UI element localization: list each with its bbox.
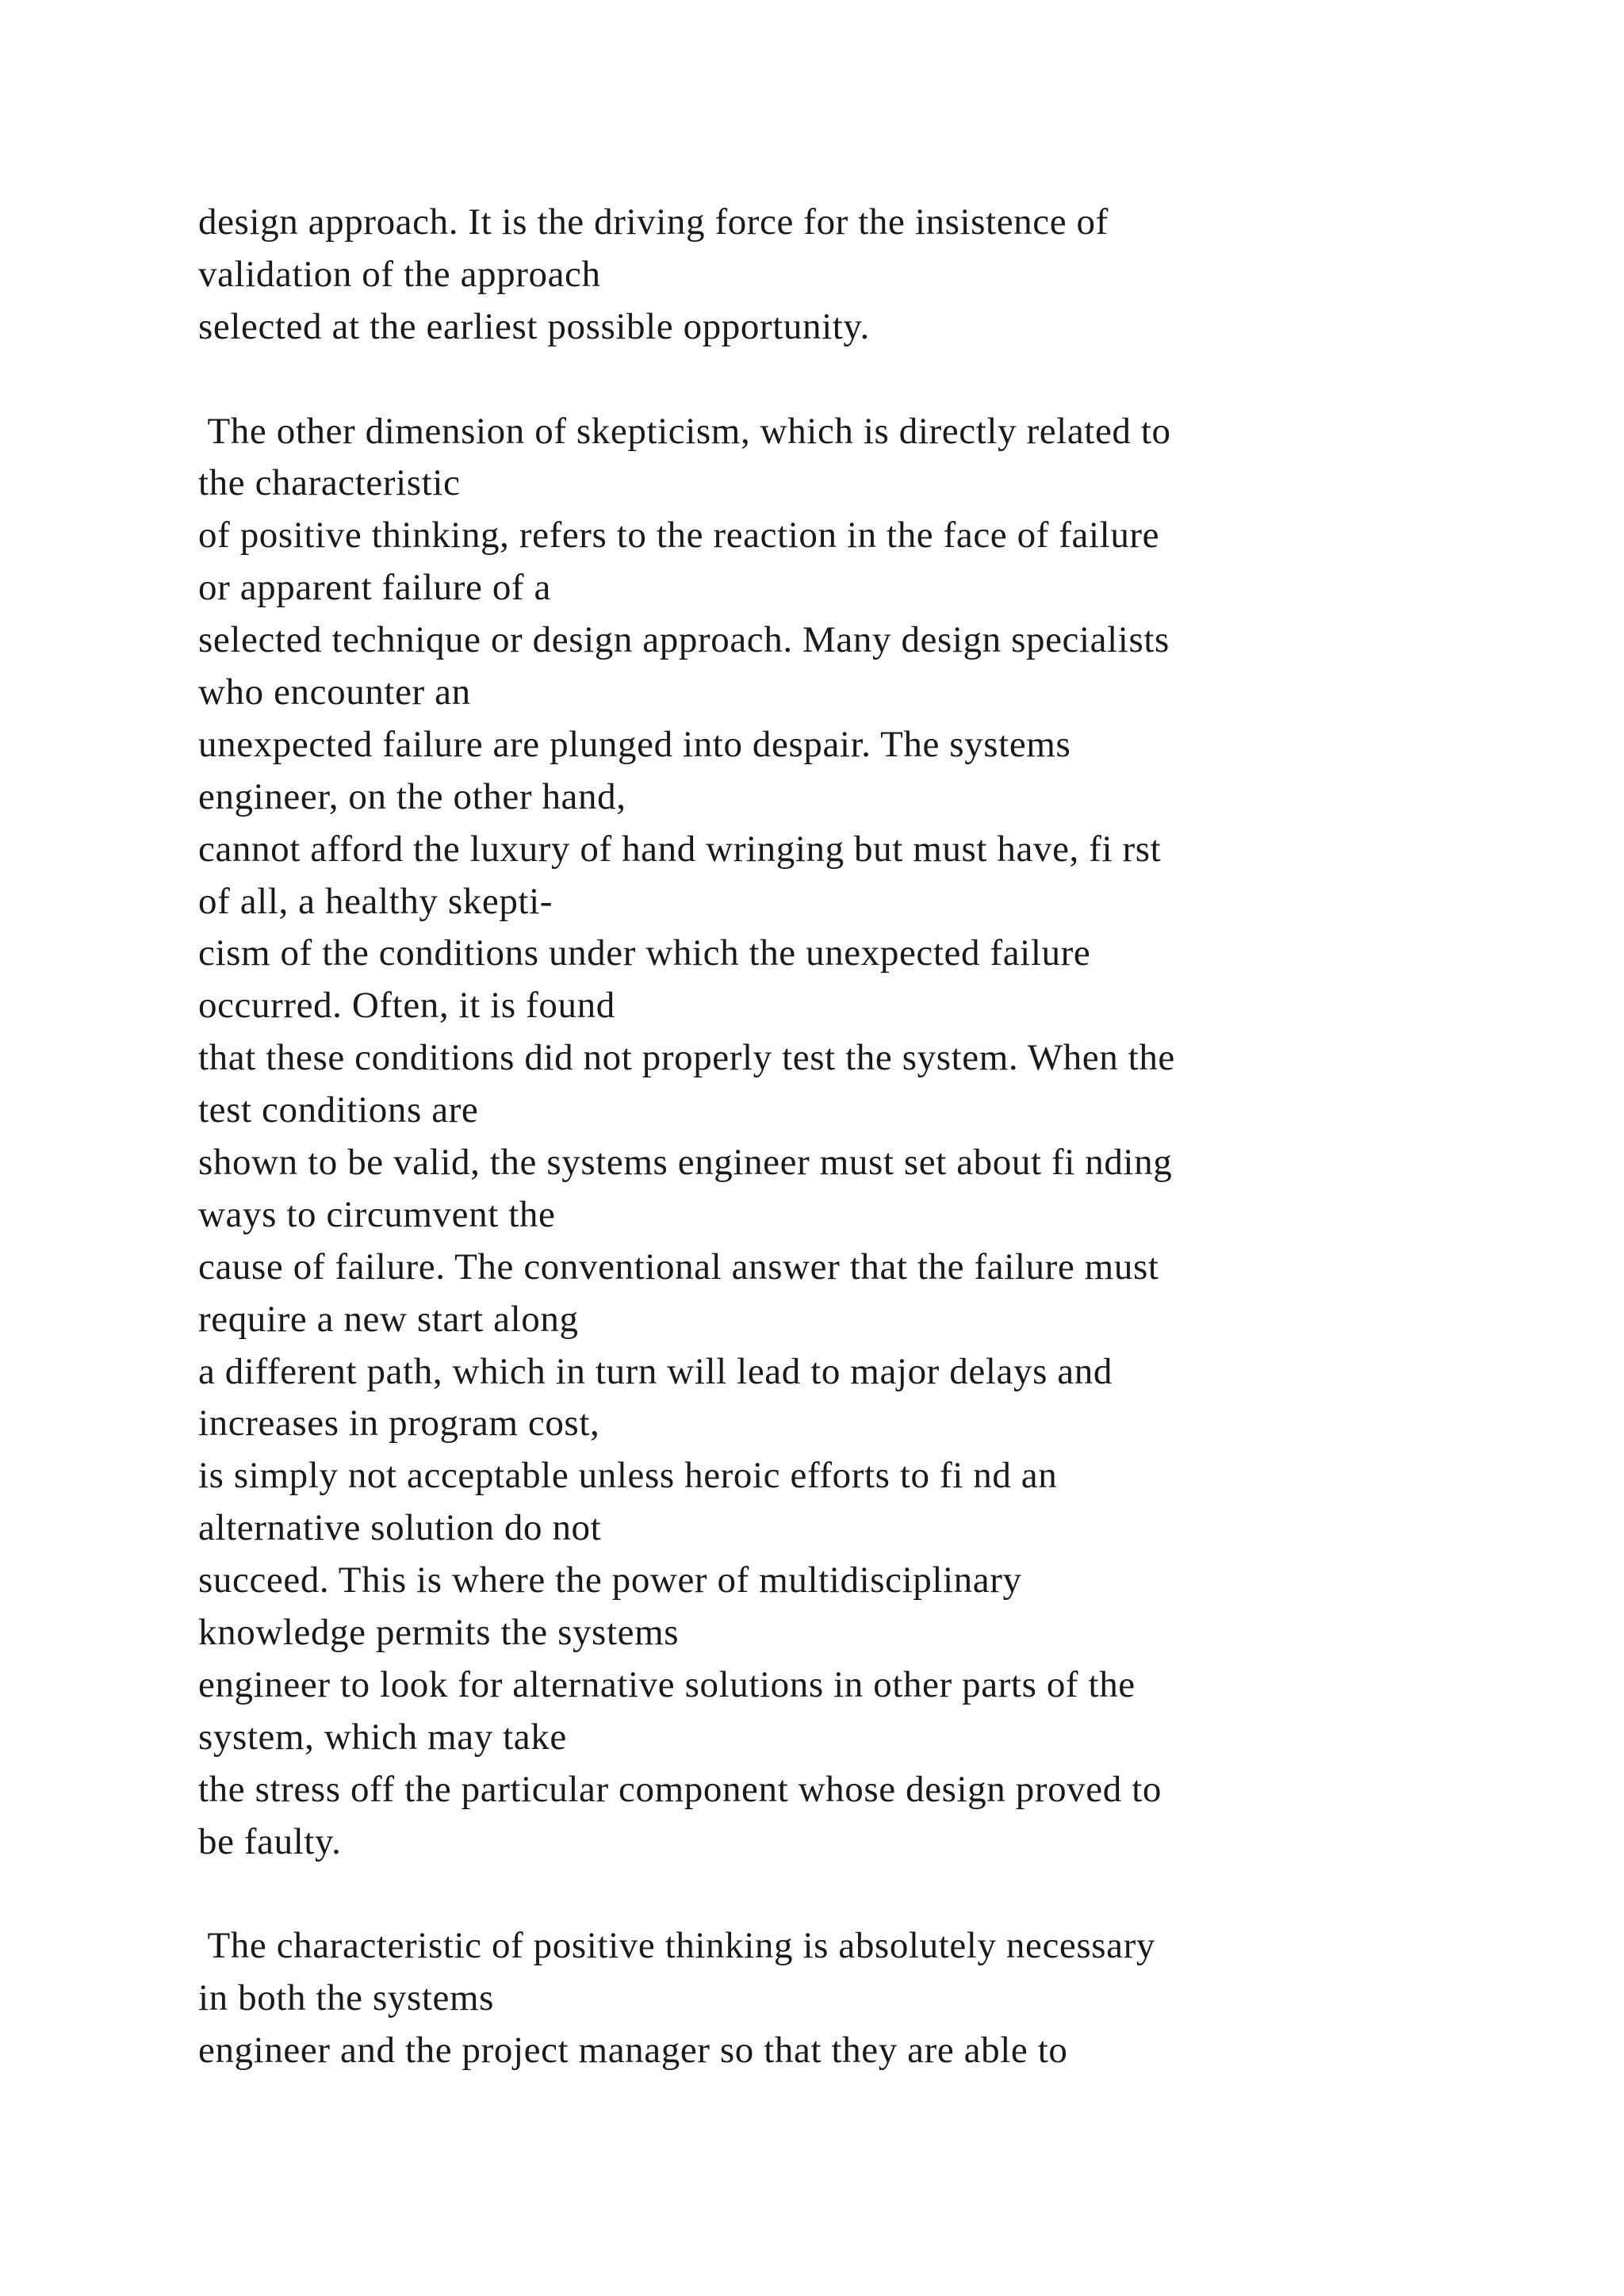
text-line: is simply not acceptable unless heroic efforts to fi nd an (198, 1455, 1058, 1497)
text-line: knowledge permits the systems (198, 1612, 680, 1654)
text-line: who encounter an (198, 672, 471, 714)
text-line: of positive thinking, refers to the reaction in the face of failure (198, 515, 1160, 557)
text-line: unexpected failure are plunged into despair. The systems (198, 723, 1071, 765)
text-line: test conditions are (198, 1089, 479, 1131)
text-line: the characteristic (198, 462, 461, 504)
blank-line (198, 354, 1546, 406)
text-line: engineer and the project manager so that they are able to (198, 2030, 1068, 2072)
text-line: validation of the approach (198, 253, 601, 295)
text-line: alternative solution do not (198, 1507, 602, 1549)
text-line: the stress off the particular component whose design proved to (198, 1768, 1162, 1810)
text-line: The other dimension of skepticism, which is directly related to (198, 410, 1171, 452)
text-line: selected at the earliest possible opportunity. (198, 305, 870, 347)
blank-line (198, 1869, 1546, 1921)
text-line: engineer, on the other hand, (198, 775, 626, 817)
text-line: be faulty. (198, 1820, 342, 1862)
text-line: shown to be valid, the systems engineer must set about fi nding (198, 1142, 1173, 1184)
text-line: occurred. Often, it is found (198, 985, 615, 1027)
text-line: cannot afford the luxury of hand wringing but must have, fi rst (198, 828, 1162, 870)
text-line: selected technique or design approach. Many design specialists (198, 619, 1170, 661)
text-line: or apparent failure of a (198, 567, 551, 609)
text-line: The characteristic of positive thinking is absolutely necessary (198, 1925, 1155, 1967)
text-line: in both the systems (198, 1977, 495, 2019)
text-line: ways to circumvent the (198, 1193, 556, 1235)
body-text (198, 197, 1546, 2077)
text-line: design approach. It is the driving force for the insistence of (198, 201, 1109, 243)
text-line: that these conditions did not properly test the system. When the (198, 1037, 1175, 1079)
text-line: succeed. This is where the power of multidisciplinary (198, 1559, 1022, 1601)
text-line: cism of the conditions under which the unexpected failure (198, 932, 1091, 974)
text-line: a different path, which in turn will lead to major delays and (198, 1350, 1113, 1392)
text-line: require a new start along (198, 1298, 579, 1340)
text-line: cause of failure. The conventional answer that the failure must (198, 1246, 1159, 1288)
text-line: system, which may take (198, 1716, 567, 1758)
text-line: engineer to look for alternative solutions in other parts of the (198, 1663, 1136, 1705)
text-line: increases in program cost, (198, 1402, 600, 1445)
text-line: of all, a healthy skepti- (198, 880, 553, 922)
